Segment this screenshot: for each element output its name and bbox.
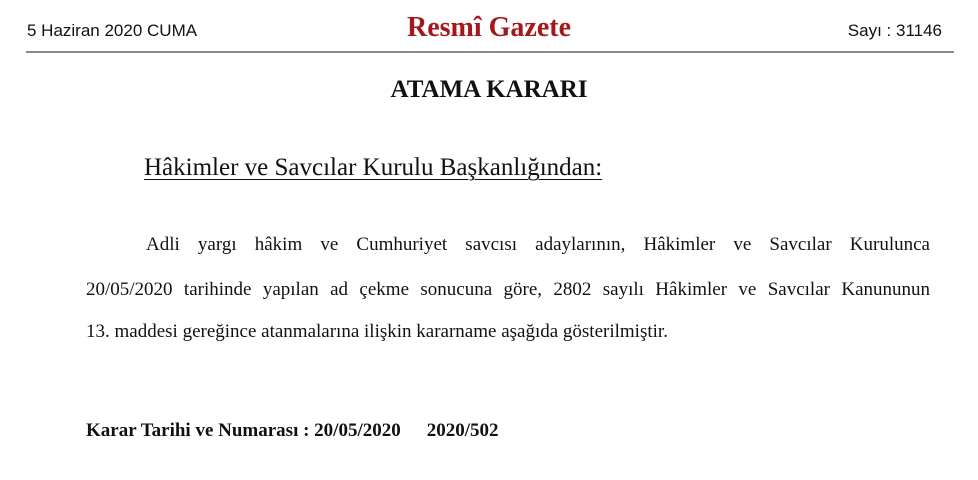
issuing-institution: Hâkimler ve Savcılar Kurulu Başkanlığından: xyxy=(144,154,603,181)
gazette-name: Resmî Gazete xyxy=(406,12,572,43)
decision-info xyxy=(86,420,499,442)
decision-date-label: Karar Tarihi ve Numarası : 20/05/2020 xyxy=(86,420,401,441)
document-title: ATAMA KARARI xyxy=(390,76,588,103)
body-line-2: 20/05/2020 tarihinde yapılan ad çekme sonucuna göre, 2802 sayılı Hâkimler ve Savcılar Kanununun xyxy=(86,279,930,300)
gazette-issue-number: Sayı : 31146 xyxy=(847,21,942,40)
body-line-1: Adli yargı hâkim ve Cumhuriyet savcısı adaylarının, Hâkimler ve Savcılar Kurulunca xyxy=(146,234,930,255)
header-divider xyxy=(26,51,954,53)
gazette-date: 5 Haziran 2020 CUMA xyxy=(27,21,198,40)
decision-number: 2020/502 xyxy=(426,420,499,441)
body-line-3: 13. maddesi gereğince atanmalarına ilişkin kararname aşağıda gösterilmiştir. xyxy=(86,321,668,342)
